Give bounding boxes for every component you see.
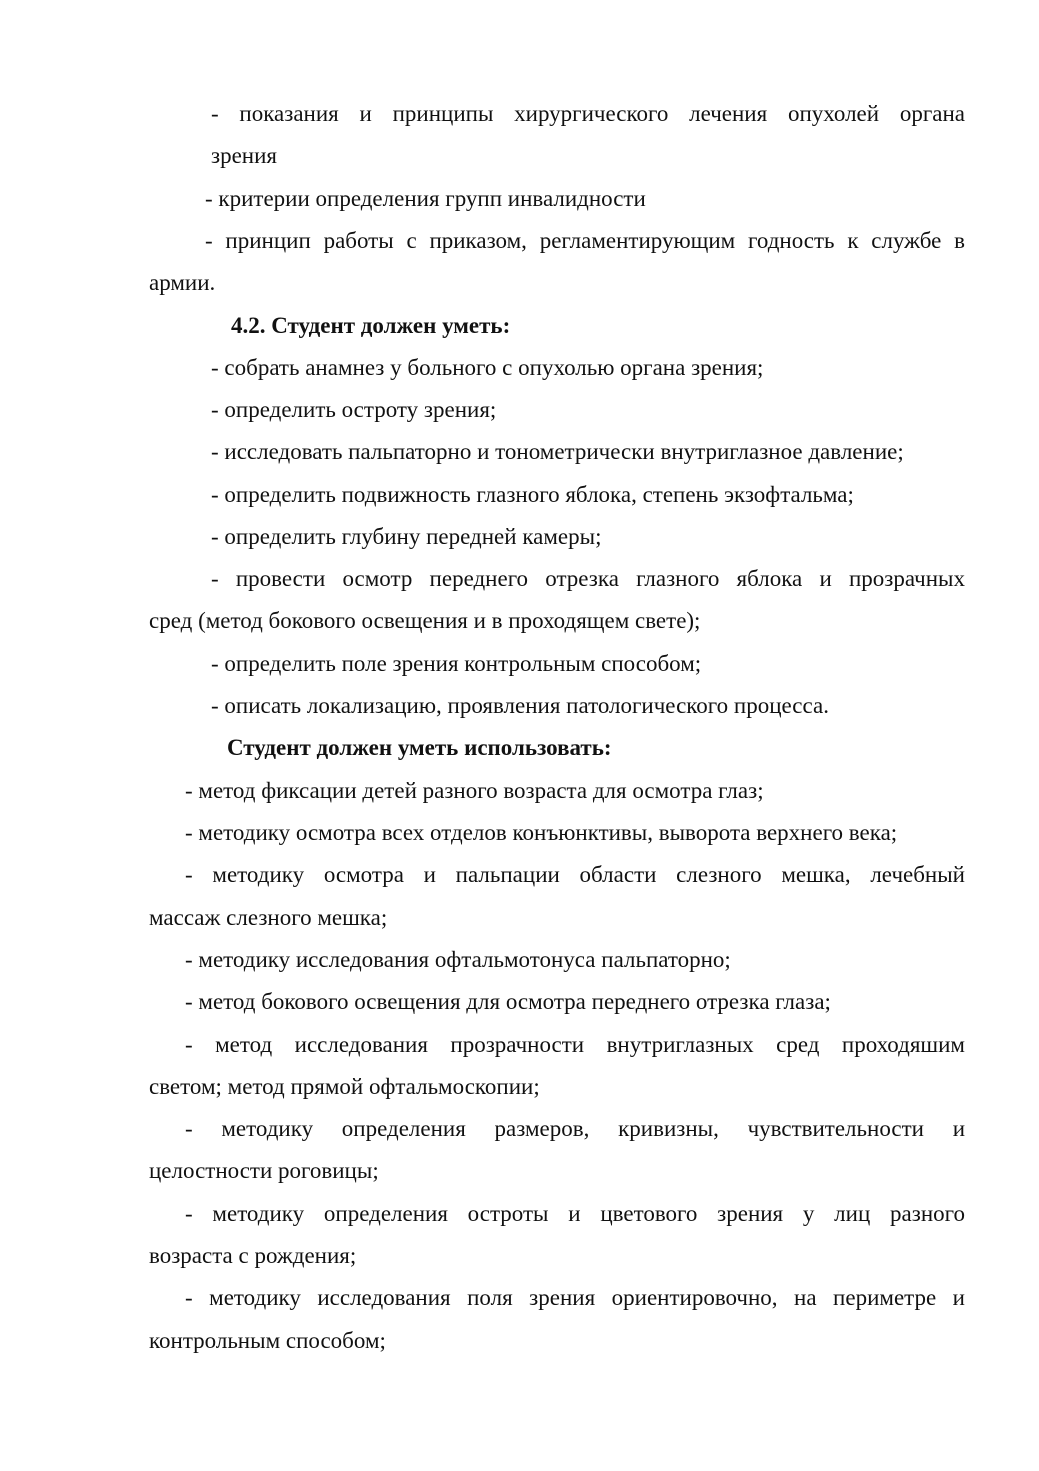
text-line: - определить подвижность глазного яблока, степень экзофтальма; [211,482,854,507]
text-line: светом; метод прямой офтальмоскопии; [149,1074,540,1099]
text-line: - исследовать пальпаторно и тонометрически внутриглазное давление; [211,439,904,464]
text-line: - методику осмотра всех отделов конъюнктивы, выворота верхнего века; [185,820,898,845]
text-line: зрения [211,143,277,168]
text-line: - определить поле зрения контрольным способом; [211,651,702,676]
text-line: возраста с рождения; [149,1243,357,1268]
text-line: контрольным способом; [149,1328,386,1353]
text-line: - методику осмотра и пальпации области слезного мешка, лечебный [185,862,965,887]
text-line: армии. [149,270,216,295]
text-line: - принцип работы с приказом, регламентирующим годность к службе в [205,228,965,253]
text-line: - описать локализацию, проявления патологического процесса. [211,693,829,718]
text-line: - определить глубину передней камеры; [211,524,602,549]
text-line: - методику определения размеров, кривизны, чувствительности и [185,1116,965,1141]
text-line: - собрать анамнез у больного с опухолью органа зрения; [211,355,764,380]
text-line: сред (метод бокового освещения и в проходящем свете); [149,608,701,633]
text-line: - методику исследования поля зрения ориентировочно, на периметре и [185,1285,965,1310]
text-line: - метод бокового освещения для осмотра переднего отрезка глаза; [185,989,831,1014]
text-line: - показания и принципы хирургического лечения опухолей органа [211,101,965,126]
text-line: - провести осмотр переднего отрезка глазного яблока и прозрачных [211,566,965,591]
text-line: массаж слезного мешка; [149,905,388,930]
text-line: - критерии определения групп инвалидности [205,186,646,211]
text-line: целостности роговицы; [149,1158,379,1183]
text-line: - метод исследования прозрачности внутриглазных сред проходяшим [185,1032,965,1057]
text-line: - метод фиксации детей разного возраста для осмотра глаз; [185,778,764,803]
section-heading: 4.2. Студент должен уметь: [231,313,511,338]
section-heading: Студент должен уметь использовать: [227,735,612,760]
text-line: - методику определения остроты и цветового зрения у лиц разного [185,1201,965,1226]
text-line: - определить остроту зрения; [211,397,497,422]
text-line: - методику исследования офтальмотонуса пальпаторно; [185,947,731,972]
